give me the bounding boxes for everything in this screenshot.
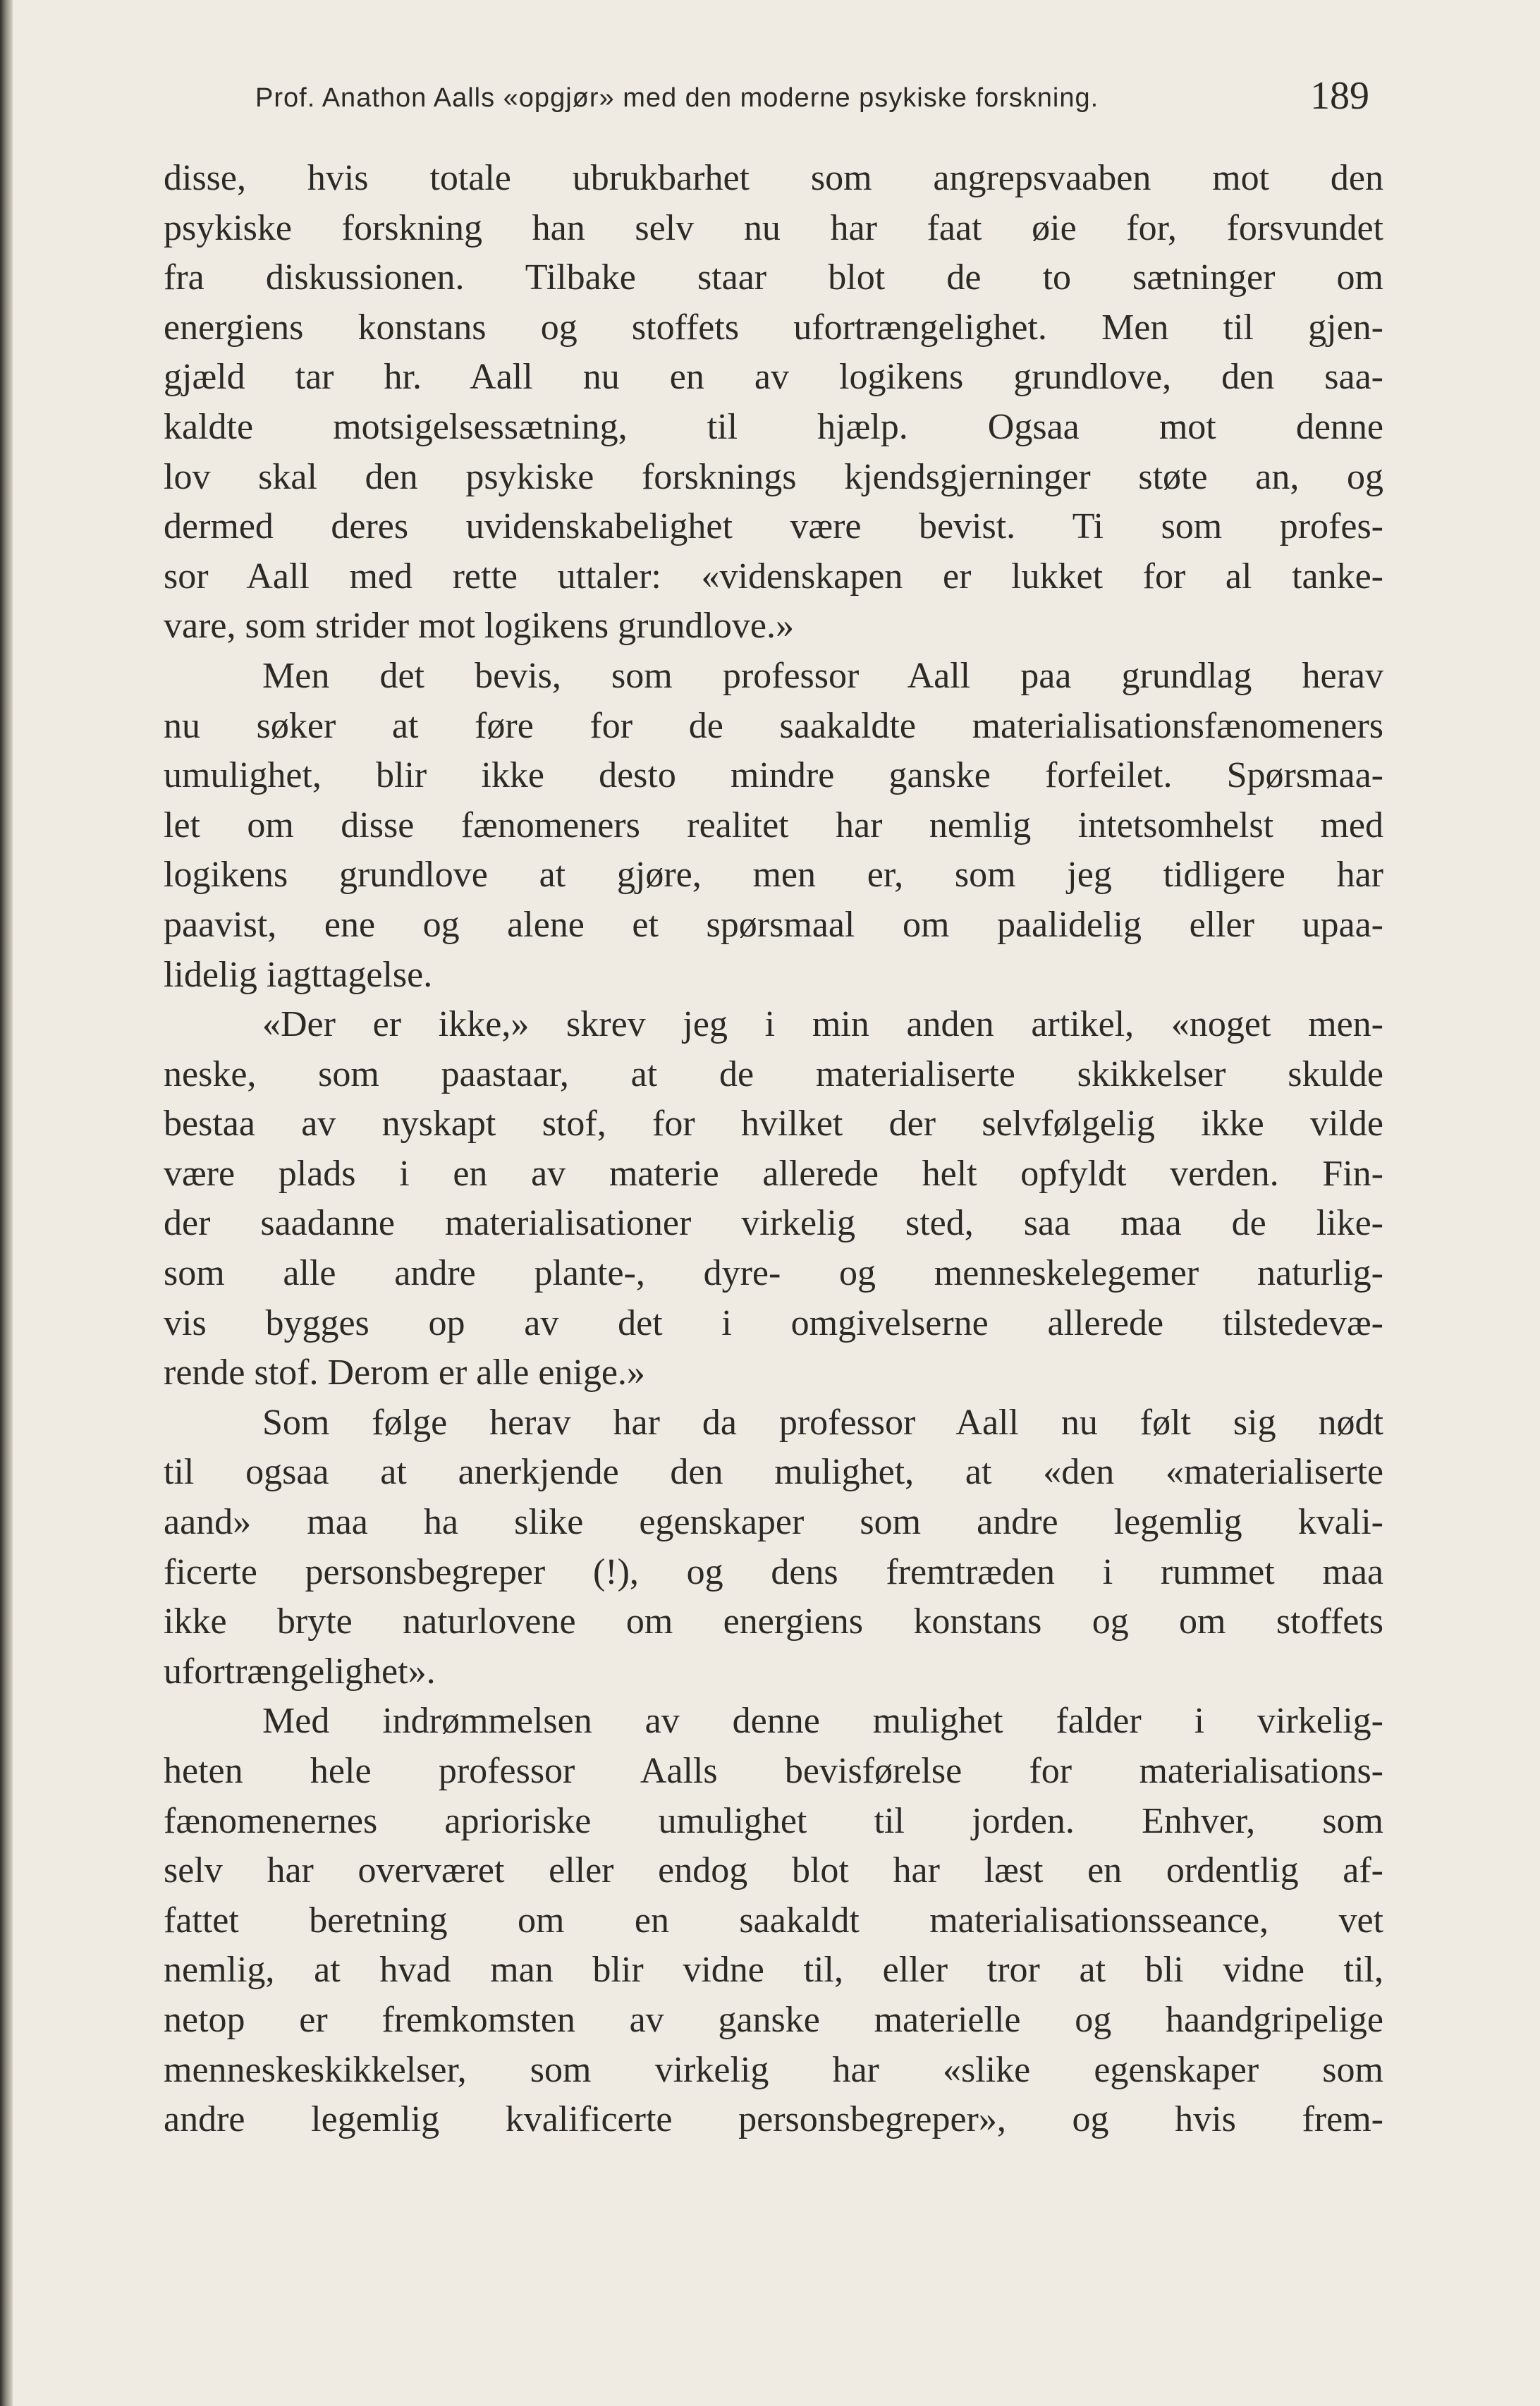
text-line: Med indrømmelsen av denne mulighet falder i virkelig- xyxy=(262,1701,1383,1742)
text-line: Men det bevis, som professor Aall paa grundlag herav xyxy=(262,655,1383,696)
text-line: heten hele professor Aalls bevisførelse for materialisations- xyxy=(164,1751,1383,1791)
text-line: netop er fremkomsten av ganske materielle og haandgripelige xyxy=(164,1999,1383,2040)
text-line: paavist, ene og alene et spørsmaal om paalidelig eller upaa- xyxy=(164,904,1383,945)
text-line: fattet beretning om en saakaldt materialisationsseance, vet xyxy=(164,1900,1383,1941)
text-line: vare, som strider mot logikens grundlove.» xyxy=(164,606,794,647)
text-line: rende stof. Derom er alle enige.» xyxy=(164,1352,645,1393)
text-line: selv har overværet eller endog blot har læst en ordentlig af- xyxy=(164,1850,1383,1891)
text-line: nemlig, at hvad man blir vidne til, eller tror at bli vidne til, xyxy=(164,1950,1383,1991)
running-head xyxy=(255,73,1369,130)
text-line: som alle andre plante-, dyre- og menneskelegemer naturlig- xyxy=(164,1253,1383,1294)
text-line: disse, hvis totale ubrukbarhet som angrepsvaaben mot den xyxy=(164,158,1383,198)
text-line: energiens konstans og stoffets ufortrængelighet. Men til gjen- xyxy=(164,307,1383,348)
text-line: ikke bryte naturlovene om energiens konstans og om stoffets xyxy=(164,1601,1383,1642)
text-line: sor Aall med rette uttaler: «videnskapen er lukket for al tanke- xyxy=(164,556,1383,597)
text-line: menneskeskikkelser, som virkelig har «slike egenskaper som xyxy=(164,2049,1383,2090)
text-line: til ogsaa at anerkjende den mulighet, at «den «materialiserte xyxy=(164,1452,1383,1493)
text-line: vis bygges op av det i omgivelserne allerede tilstedevæ- xyxy=(164,1302,1383,1343)
text-line: nu søker at føre for de saakaldte materialisationsfænomeners xyxy=(164,705,1383,746)
text-line: aand» maa ha slike egenskaper som andre legemlig kvali- xyxy=(164,1502,1383,1543)
page-number: 189 xyxy=(1310,74,1369,118)
text-line: bestaa av nyskapt stof, for hvilket der selvfølgelig ikke vilde xyxy=(164,1104,1383,1144)
text-line: neske, som paastaar, at de materialiserte skikkelser skulde xyxy=(164,1054,1383,1094)
text-line: ufortrængelighet». xyxy=(164,1651,436,1692)
text-line: fra diskussionen. Tilbake staar blot de to sætninger om xyxy=(164,257,1383,298)
body-text xyxy=(164,154,1383,2145)
text-line: umulighet, blir ikke desto mindre ganske forfeilet. Spørsmaa- xyxy=(164,755,1383,796)
text-line: andre legemlig kvalificerte personsbegreper», og hvis frem- xyxy=(164,2099,1383,2140)
text-line: være plads i en av materie allerede helt opfyldt verden. Fin- xyxy=(164,1153,1383,1194)
text-line: psykiske forskning han selv nu har faat øie for, forsvundet xyxy=(164,207,1383,248)
text-line: kaldte motsigelsessætning, til hjælp. Ogsaa mot denne xyxy=(164,406,1383,447)
text-line: fænomenernes aprioriske umulighet til jorden. Enhver, som xyxy=(164,1800,1383,1841)
text-line: lidelig iagttagelse. xyxy=(164,954,433,995)
text-line: gjæld tar hr. Aall nu en av logikens grundlove, den saa- xyxy=(164,357,1383,398)
text-line: lov skal den psykiske forsknings kjendsgjerninger støte an, og xyxy=(164,456,1383,497)
text-line: «Der er ikke,» skrev jeg i min anden artikel, «noget men- xyxy=(262,1004,1383,1045)
text-line: ficerte personsbegreper (!), og dens fremtræden i rummet maa xyxy=(164,1551,1383,1592)
text-line: Som følge herav har da professor Aall nu følt sig nødt xyxy=(262,1402,1383,1443)
running-title: Prof. Anathon Aalls «opgjør» med den moderne psykiske forskning. xyxy=(255,83,1099,113)
text-line: der saadanne materialisationer virkelig sted, saa maa de like- xyxy=(164,1203,1383,1244)
text-line: let om disse fænomeners realitet har nemlig intetsomhelst med xyxy=(164,805,1383,845)
book-spine-shadow xyxy=(0,0,13,2406)
text-line: dermed deres uvidenskabelighet være bevist. Ti som profes- xyxy=(164,506,1383,547)
text-line: logikens grundlove at gjøre, men er, som jeg tidligere har xyxy=(164,855,1383,896)
